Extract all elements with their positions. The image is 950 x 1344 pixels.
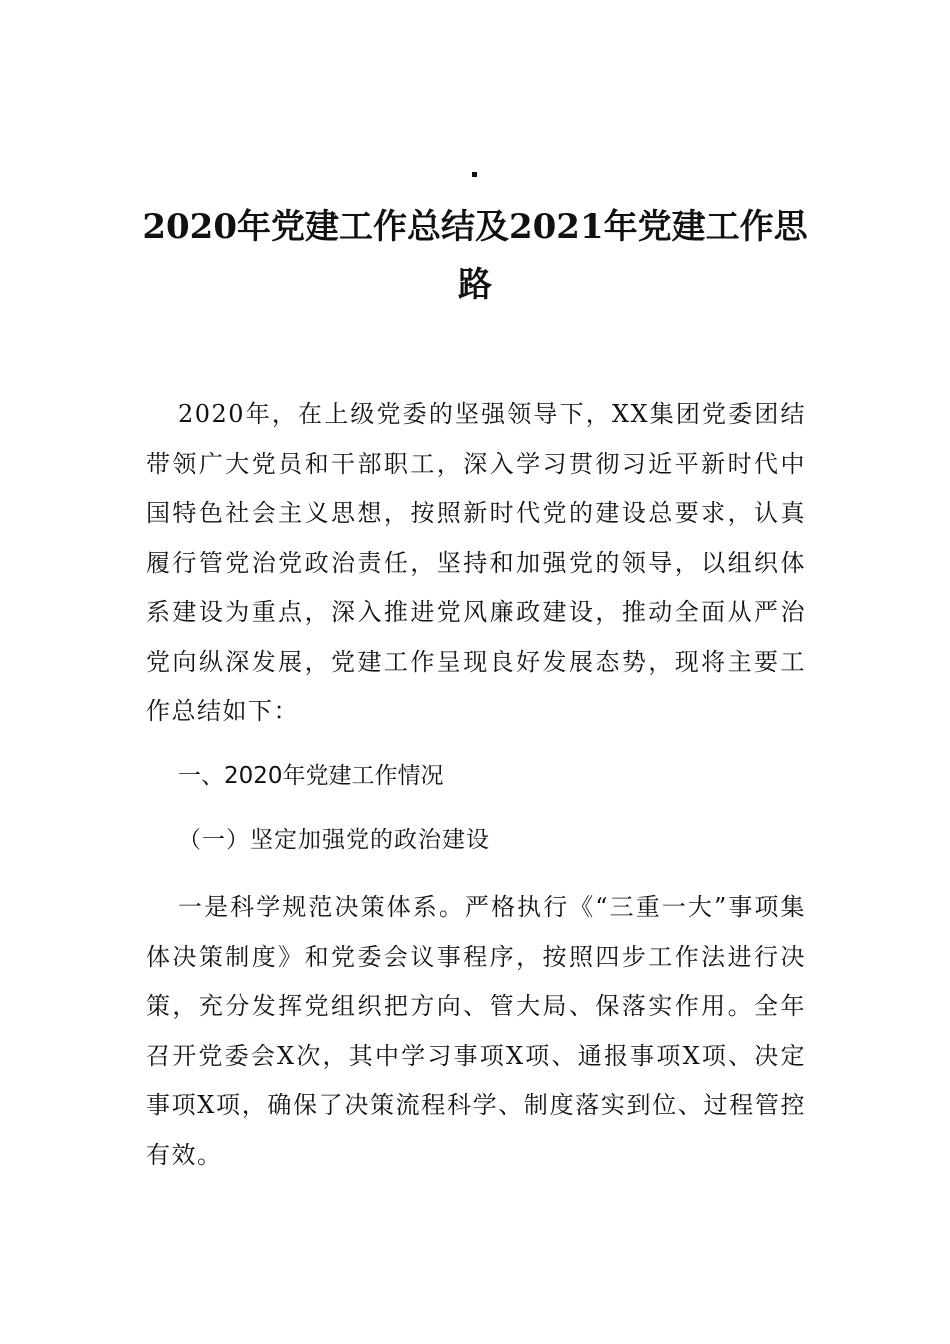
document-title: 2020年党建工作总结及2021年党建工作思路 — [142, 207, 808, 305]
subsection-heading: （一）坚定加强党的政治建设 — [178, 827, 490, 853]
section-heading: 一、2020年党建工作情况 — [178, 763, 444, 789]
intro-paragraph: 2020年，在上级党委的坚强领导下，XX集团党委团结带领广大党员和干部职工，深入学习贯彻习近平新时代中国特色社会主义思想，按照新时代党的建设总要求，认真履行管党治党政治责任，坚持和加强党的领导，以组织体系建设为重点，深入推进党风廉政建设，推动全面从严治党向纵深发展，党建工作呈现良好发展态势，现将主要工作总结如下： — [146, 400, 806, 725]
subsection-paragraph: 一是科学规范决策体系。严格执行《“三重一大”事项集体决策制度》和党委会议事程序，按照四步工作法进行决策，充分发挥党组织把方向、管大局、保落实作用。全年召开党委会X次，其中学习事项X项、通报事项X项、决定事项X项，确保了决策流程科学、制度落实到位、过程管控有效。 — [146, 893, 806, 1169]
decorative-dot — [472, 172, 477, 177]
